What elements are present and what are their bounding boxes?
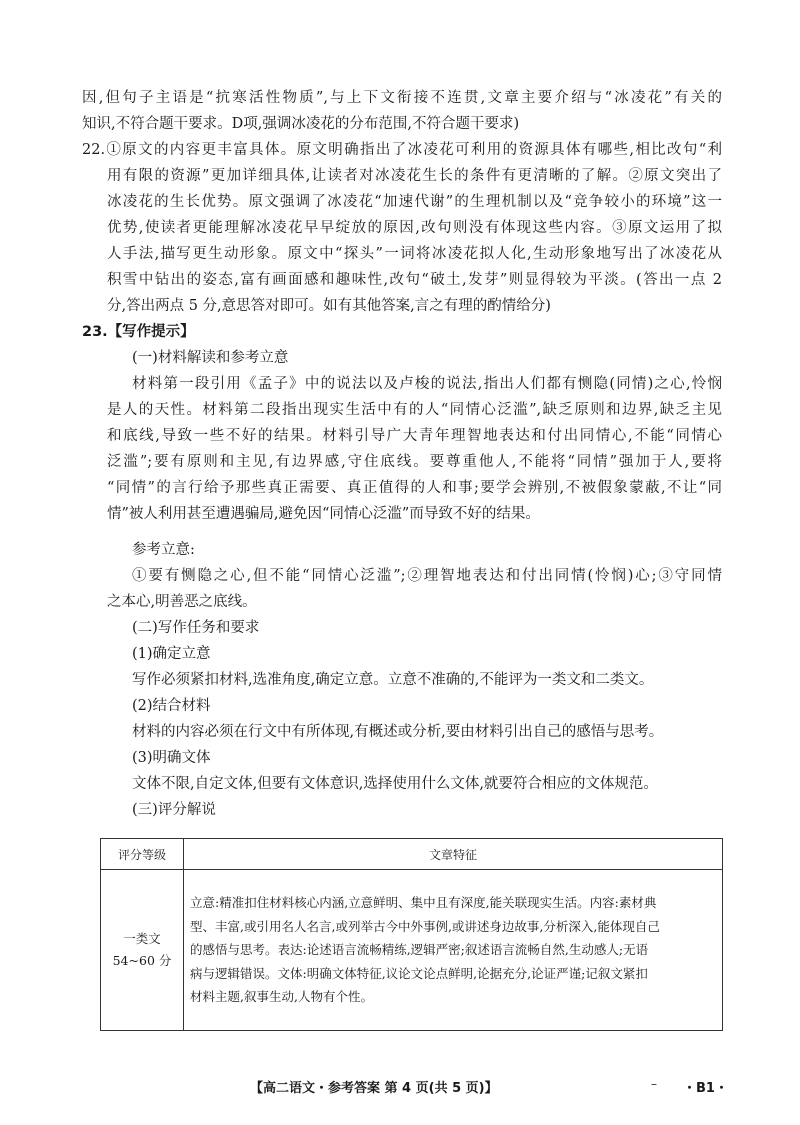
text-line: 材料第一段引用《孟子》中的说法以及卢梭的说法,指出人们都有恻隐(同情)之心,怜悯: [132, 376, 722, 392]
page-footer: 【高二语文・参考答案 第 4 页(共 5 页)】: [250, 1081, 498, 1096]
subheading: (2)结合材料: [132, 698, 211, 714]
section-heading: (一)材料解读和参考立意: [132, 350, 289, 366]
text-line: 人手法,描写更生动形象。原文中“探头”一词将冰凌花拟人化,生动形象地写出了冰凌花从: [107, 246, 722, 262]
text-line: 冰凌花的生长优势。原文强调了冰凌花“加速代谢”的生理机制以及“竞争较小的环境”这一: [107, 194, 722, 210]
text-line: ①要有恻隐之心,但不能“同情心泛滥”;②理智地表达和付出同情(怜悯)心;③守同情: [132, 568, 722, 584]
text-line: 积雪中钻出的姿态,富有画面感和趣味性,改句“破土,发芽”则显得较为平淡。(答出一点 2: [107, 272, 722, 288]
table-header-level: 评分等级: [101, 839, 184, 870]
text-line: 写作必须紧扣材料,选准角度,确定立意。立意不准确的,不能评为一类文和二类文。: [132, 672, 654, 688]
text-line: 材料的内容必须在行文中有所体现,有概述或分析,要由材料引出自己的感悟与思考。: [132, 724, 664, 740]
footer-code: ・B1・: [683, 1081, 728, 1096]
level-cell: [101, 870, 184, 1031]
feature-line: 型、丰富,或引用名人名言,或列举古今中外事例,或讲述身边故事,分析深入,能体现自己: [190, 918, 660, 934]
subheading: 参考立意:: [132, 542, 195, 558]
subheading: (3)明确文体: [132, 750, 211, 766]
section-heading: (二)写作任务和要求: [132, 620, 260, 636]
text-line: 是人的天性。材料第二段指出现实生活中有的人“同情心泛滥”,缺乏原则和边界,缺乏主见: [107, 402, 722, 418]
table-header-features: 文章特征: [184, 839, 723, 870]
text-line: 和底线,导致一些不好的结果。材料引导广大青年理智地表达和付出同情心,不能“同情心: [107, 428, 722, 444]
text-line: “同情”的言行给予那些真正需要、真正值得的人和事;要学会辨别,不被假象蒙蔽,不让“同: [107, 480, 722, 496]
feature-line: 立意:精准扣住材料核心内涵,立意鲜明、集中且有深度,能关联现实生活。内容:素材典: [190, 895, 657, 911]
feature-line: 的感悟与思考。表达:论述语言流畅精练,逻辑严密;叙述语言流畅自然,生动感人;无语: [190, 942, 649, 958]
text-line: 文体不限,自定文体,但要有文体意识,选择使用什么文体,就要符合相应的文体规范。: [132, 776, 658, 792]
level-name: 一类文: [123, 931, 161, 946]
scoring-table: [100, 838, 723, 1031]
text-line: 泛滥”;要有原则和主见,有边界感,守住底线。要尊重他人,不能将“同情”强加于人,要将: [107, 454, 722, 470]
text-line: 因,但句子主语是“抗寒活性物质”,与上下文衔接不连贯,文章主要介绍与“冰凌花”有关的: [82, 90, 722, 106]
feature-line: 材料主题,叙事生动,人物有个性。: [190, 989, 373, 1005]
answer-22-line: 22.①原文的内容更丰富具体。原文明确指出了冰凌花可利用的资源具体有哪些,相比改句“利: [82, 142, 722, 158]
table-row: [101, 870, 723, 1031]
section-heading: (三)评分解说: [132, 802, 216, 818]
answer-23-heading: 23.【写作提示】: [82, 324, 195, 340]
footer-dash: –: [651, 1077, 657, 1091]
text-line: 用有限的资源”更加详细具体,让读者对冰凌花生长的条件有更清晰的了解。②原文突出了: [107, 168, 722, 184]
features-cell: [184, 870, 723, 1031]
subheading: (1)确定立意: [132, 646, 211, 662]
feature-line: 病与逻辑错误。文体:明确文体特征,议论文论点鲜明,论据充分,论证严谨;记叙文紧扣: [190, 965, 648, 981]
text-line: 知识,不符合题干要求。D项,强调冰凌花的分布范围,不符合题干要求): [82, 116, 520, 132]
level-range: 54~60 分: [112, 953, 172, 968]
text-line: 分,答出两点 5 分,意思答对即可。如有其他答案,言之有理的酌情给分): [107, 298, 551, 314]
text-line: 优势,使读者更能理解冰凌花早早绽放的原因,改句则没有体现这些内容。③原文运用了拟: [107, 220, 722, 236]
text-line: 情”被人利用甚至遭遇骗局,避免因“同情心泛滥”而导致不好的结果。: [107, 506, 540, 522]
table-header-row: [101, 839, 723, 870]
text-line: 之本心,明善恶之底线。: [107, 594, 257, 610]
